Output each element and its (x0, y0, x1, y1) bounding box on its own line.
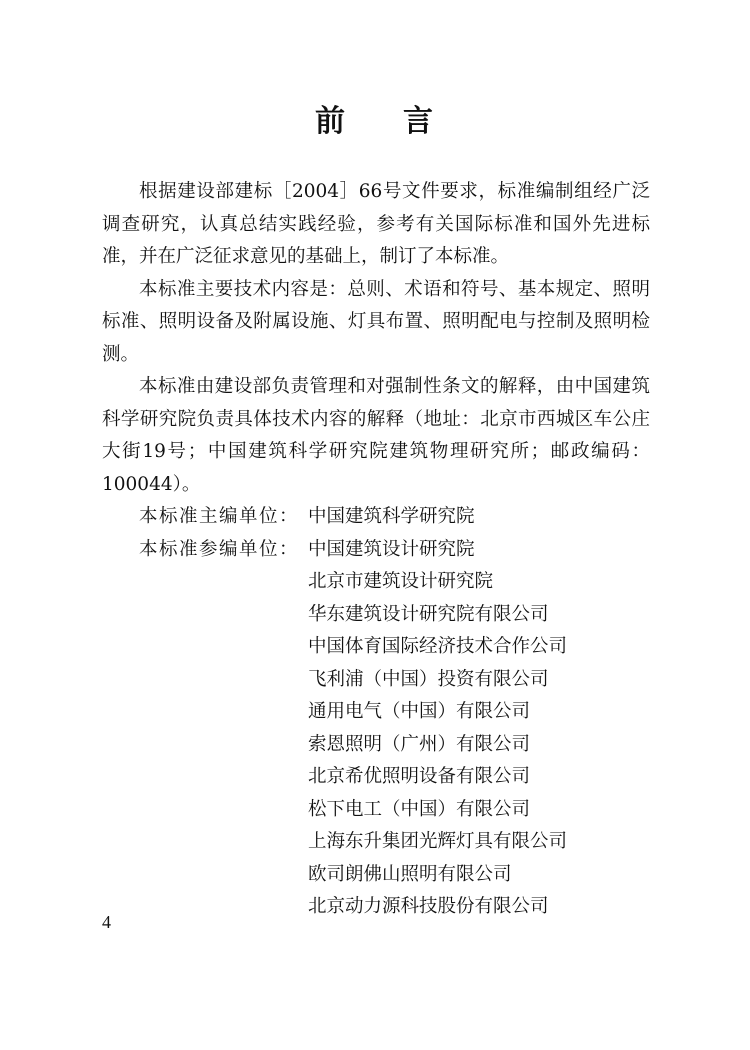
participating-unit: 北京希优照明设备有限公司 (308, 766, 531, 787)
participating-unit: 北京市建筑设计研究院 (308, 571, 494, 592)
preface-body (102, 176, 650, 924)
page-number: 4 (102, 912, 111, 932)
paragraph-background: 根据建设部建标［2004］66号文件要求，标准编制组经广泛调查研究，认真总结实践经验，参考有关国际标准和国外先进标准，并在广泛征求意见的基础上，制订了本标准。 (102, 181, 650, 267)
participating-unit-row (102, 534, 650, 567)
title-char-1: 前 (315, 104, 347, 139)
participating-unit: 欧司朗佛山照明有限公司 (308, 863, 512, 885)
participating-unit: 松下电工（中国）有限公司 (308, 798, 531, 820)
participating-unit-label: 本标准参编单位： (139, 538, 300, 560)
title-char-2: 言 (403, 104, 435, 139)
paragraph-management: 本标准由建设部负责管理和对强制性条文的解释，由中国建筑科学研究院负责具体技术内容的解释（地址：北京市西城区车公庄大街19号；中国建筑科学研究院建筑物理研究所；邮政编码：100044）。 (102, 376, 650, 495)
chief-unit-label: 本标准主编单位： (139, 506, 300, 527)
page-title (0, 96, 750, 140)
participating-unit: 上海东升集团光辉灯具有限公司 (308, 831, 568, 852)
chief-unit-name: 中国建筑科学研究院 (308, 506, 475, 527)
participating-unit: 索恩照明（广州）有限公司 (308, 733, 531, 755)
participating-unit-first: 中国建筑设计研究院 (308, 538, 475, 560)
participating-unit-list (102, 566, 650, 924)
participating-unit: 北京动力源科技股份有限公司 (308, 896, 549, 917)
participating-unit: 通用电气（中国）有限公司 (308, 701, 531, 722)
participating-unit: 中国体育国际经济技术合作公司 (308, 636, 568, 657)
participating-unit: 飞利浦（中国）投资有限公司 (308, 668, 549, 690)
participating-unit: 华东建筑设计研究院有限公司 (308, 603, 549, 625)
chief-unit-row (102, 501, 650, 534)
paragraph-contents: 本标准主要技术内容是：总则、术语和符号、基本规定、照明标准、照明设备及附属设施、灯具布置、照明配电与控制及照明检测。 (102, 278, 650, 365)
